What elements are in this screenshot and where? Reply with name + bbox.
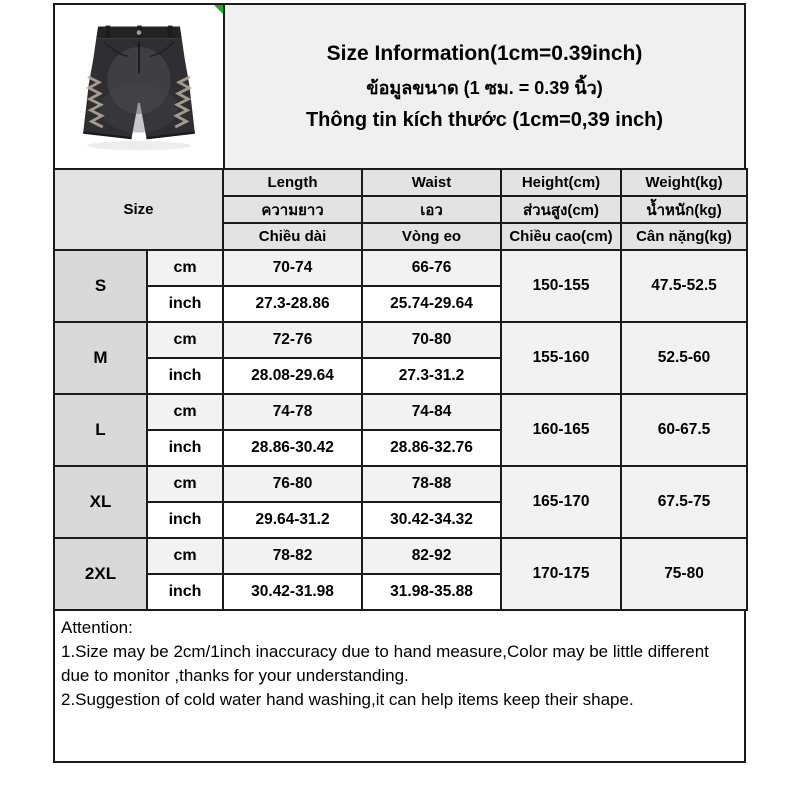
s-weight: 47.5-52.5 [621, 250, 747, 322]
size-cell-s: S [54, 250, 147, 322]
title-block [225, 5, 744, 168]
2xl-length-inch: 30.42-31.98 [223, 574, 362, 610]
col-header-length-vi: Chiều dài [223, 223, 362, 250]
title-vietnamese: Thông tin kích thước (1cm=0,39 inch) [305, 108, 664, 131]
s-length-cm: 70-74 [223, 250, 362, 286]
xl-waist-cm: 78-88 [362, 466, 501, 502]
col-header-height-vi: Chiều cao(cm) [501, 223, 621, 250]
table-row-xl-cm [54, 466, 747, 502]
2xl-height: 170-175 [501, 538, 621, 610]
unit-cell-cm: cm [147, 394, 223, 430]
size-cell-2xl: 2XL [54, 538, 147, 610]
xl-weight: 67.5-75 [621, 466, 747, 538]
2xl-weight: 75-80 [621, 538, 747, 610]
size-cell-l: L [54, 394, 147, 466]
l-length-inch: 28.86-30.42 [223, 430, 362, 466]
unit-cell-cm: cm [147, 322, 223, 358]
xl-waist-inch: 30.42-34.32 [362, 502, 501, 538]
unit-cell-inch: inch [147, 286, 223, 322]
2xl-waist-cm: 82-92 [362, 538, 501, 574]
2xl-length-cm: 78-82 [223, 538, 362, 574]
col-header-weight-en: Weight(kg) [621, 169, 747, 196]
col-header-weight-th: น้ำหนัก(kg) [621, 196, 747, 223]
xl-length-inch: 29.64-31.2 [223, 502, 362, 538]
size-table [53, 168, 748, 611]
xl-height: 165-170 [501, 466, 621, 538]
header-section [53, 3, 746, 170]
attention-note-1: 1.Size may be 2cm/1inch inaccuracy due to hand measure,Color may be little different due to monitor ,thanks for your understanding. [61, 642, 709, 686]
l-waist-inch: 28.86-32.76 [362, 430, 501, 466]
l-length-cm: 74-78 [223, 394, 362, 430]
col-header-waist-th: เอว [362, 196, 501, 223]
unit-cell-cm: cm [147, 538, 223, 574]
col-header-length-en: Length [223, 169, 362, 196]
m-length-cm: 72-76 [223, 322, 362, 358]
attention-title: Attention: [61, 618, 133, 637]
2xl-waist-inch: 31.98-35.88 [362, 574, 501, 610]
m-length-inch: 28.08-29.64 [223, 358, 362, 394]
size-header-cell: Size [54, 169, 223, 250]
xl-length-cm: 76-80 [223, 466, 362, 502]
size-cell-xl: XL [54, 466, 147, 538]
col-header-waist-vi: Vòng eo [362, 223, 501, 250]
col-header-waist-en: Waist [362, 169, 501, 196]
table-row-m-cm [54, 322, 747, 358]
s-height: 150-155 [501, 250, 621, 322]
title-thai: ข้อมูลขนาด (1 ซม. = 0.39 นิ้ว) [366, 77, 603, 98]
unit-cell-inch: inch [147, 358, 223, 394]
attention-section [53, 609, 746, 763]
m-waist-cm: 70-80 [362, 322, 501, 358]
header-row-english [54, 169, 747, 196]
s-waist-cm: 66-76 [362, 250, 501, 286]
col-header-height-th: ส่วนสูง(cm) [501, 196, 621, 223]
table-row-2xl-cm [54, 538, 747, 574]
size-cell-m: M [54, 322, 147, 394]
l-height: 160-165 [501, 394, 621, 466]
col-header-length-th: ความยาว [223, 196, 362, 223]
table-row-l-cm [54, 394, 747, 430]
col-header-height-en: Height(cm) [501, 169, 621, 196]
unit-cell-inch: inch [147, 430, 223, 466]
m-waist-inch: 27.3-31.2 [362, 358, 501, 394]
size-chart-sheet [53, 3, 746, 763]
attention-note-2: 2.Suggestion of cold water hand washing,it can help items keep their shape. [61, 690, 634, 710]
col-header-weight-vi: Cân nặng(kg) [621, 223, 747, 250]
unit-cell-inch: inch [147, 502, 223, 538]
l-weight: 60-67.5 [621, 394, 747, 466]
m-weight: 52.5-60 [621, 322, 747, 394]
title-english: Size Information(1cm=0.39inch) [326, 41, 643, 65]
unit-cell-cm: cm [147, 466, 223, 502]
green-corner-marker-icon [214, 5, 223, 14]
s-length-inch: 27.3-28.86 [223, 286, 362, 322]
table-row-s-cm [54, 250, 747, 286]
unit-cell-inch: inch [147, 574, 223, 610]
unit-cell-cm: cm [147, 250, 223, 286]
l-waist-cm: 74-84 [362, 394, 501, 430]
m-height: 155-160 [501, 322, 621, 394]
s-waist-inch: 25.74-29.64 [362, 286, 501, 322]
denim-shorts-icon [59, 12, 219, 162]
product-image [55, 5, 225, 168]
